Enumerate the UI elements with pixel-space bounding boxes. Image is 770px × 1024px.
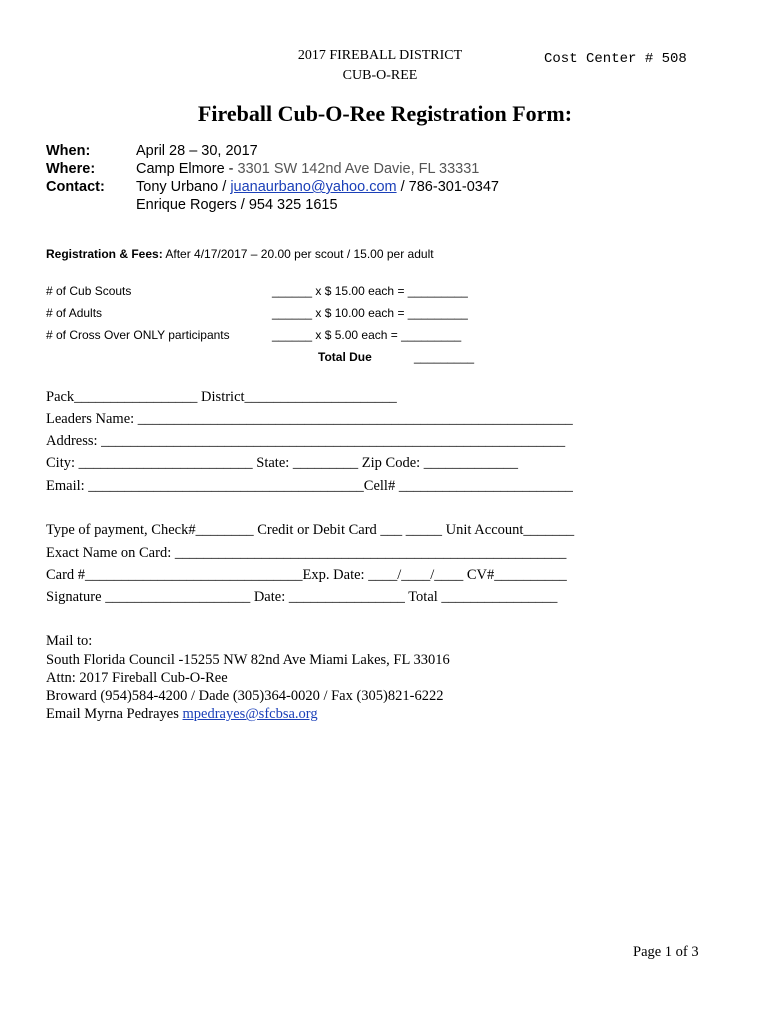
- contact-1-phone: / 786-301-0347: [396, 179, 499, 195]
- contact-1-name: Tony Urbano /: [136, 179, 231, 195]
- contact-1-email-link[interactable]: juanaurbano@yahoo.com: [230, 179, 397, 195]
- mail-email-line: [46, 706, 318, 723]
- total-due-label: Total Due: [318, 350, 372, 364]
- fee-row-adults-calc: ______ x $ 10.00 each = _________: [272, 306, 468, 320]
- card-line: Card #______________________________Exp. Date: ____/____/____ CV#__________: [46, 567, 567, 583]
- fee-row-adults-label: # of Adults: [46, 306, 103, 320]
- when-label: When:: [46, 143, 91, 159]
- mail-attn: Attn: 2017 Fireball Cub-O-Ree: [46, 670, 228, 686]
- address-line: Address: ________________________________________________________________: [46, 433, 566, 449]
- mail-label: Mail to:: [46, 633, 93, 649]
- fee-row-cub-scouts-calc: ______ x $ 15.00 each = _________: [272, 284, 468, 298]
- fee-row-crossover-calc: ______ x $ 5.00 each = _________: [272, 328, 462, 342]
- district-header: [280, 46, 480, 86]
- fee-row-crossover-label: # of Cross Over ONLY participants: [46, 328, 230, 342]
- contact-1: [136, 179, 499, 195]
- district-line-1: 2017 FIREBALL DISTRICT: [297, 48, 463, 63]
- where-label: Where:: [46, 161, 96, 177]
- email-cell-line: Email: ______________________________________Cell# ________________________: [46, 478, 573, 494]
- when-value: April 28 – 30, 2017: [136, 143, 258, 159]
- total-due-blank: _________: [414, 350, 475, 364]
- exact-name-line: Exact Name on Card: ______________________________________________________: [46, 545, 567, 561]
- mail-address: South Florida Council -15255 NW 82nd Ave Miami Lakes, FL 33016: [46, 652, 450, 668]
- fees-text: After 4/17/2017 – 20.00 per scout / 15.00 per adult: [165, 247, 434, 261]
- leaders-name-line: Leaders Name: ____________________________________________________________: [46, 411, 573, 427]
- contact-label: Contact:: [46, 179, 105, 195]
- pack-district-line: Pack_________________ District_____________________: [46, 389, 397, 405]
- fee-row-cub-scouts-label: # of Cub Scouts: [46, 284, 132, 298]
- where-address: 3301 SW 142nd Ave Davie, FL 33331: [237, 161, 480, 177]
- payment-type-line: Type of payment, Check#________ Credit or Debit Card ___ _____ Unit Account_______: [46, 522, 575, 538]
- fees-label: Registration & Fees:: [46, 247, 163, 261]
- page-title: Fireball Cub-O-Ree Registration Form:: [197, 101, 573, 126]
- contact-2: Enrique Rogers / 954 325 1615: [136, 197, 338, 213]
- where-prefix: Camp Elmore -: [136, 161, 238, 177]
- district-line-2: CUB-O-REE: [342, 68, 418, 83]
- cost-center: Cost Center # 508: [544, 51, 687, 67]
- page-number: Page 1 of 3: [633, 944, 699, 960]
- mail-email-prefix: Email Myrna Pedrayes: [46, 706, 183, 722]
- signature-line: Signature ____________________ Date: ________________ Total ________________: [46, 589, 558, 605]
- city-state-zip-line: City: ________________________ State: _________ Zip Code: _____________: [46, 455, 519, 471]
- mail-email-link[interactable]: mpedrayes@sfcbsa.org: [182, 706, 318, 722]
- mail-phones: Broward (954)584-4200 / Dade (305)364-0020 / Fax (305)821-6222: [46, 688, 444, 704]
- where-value: [136, 161, 479, 177]
- fees-line: [46, 247, 434, 261]
